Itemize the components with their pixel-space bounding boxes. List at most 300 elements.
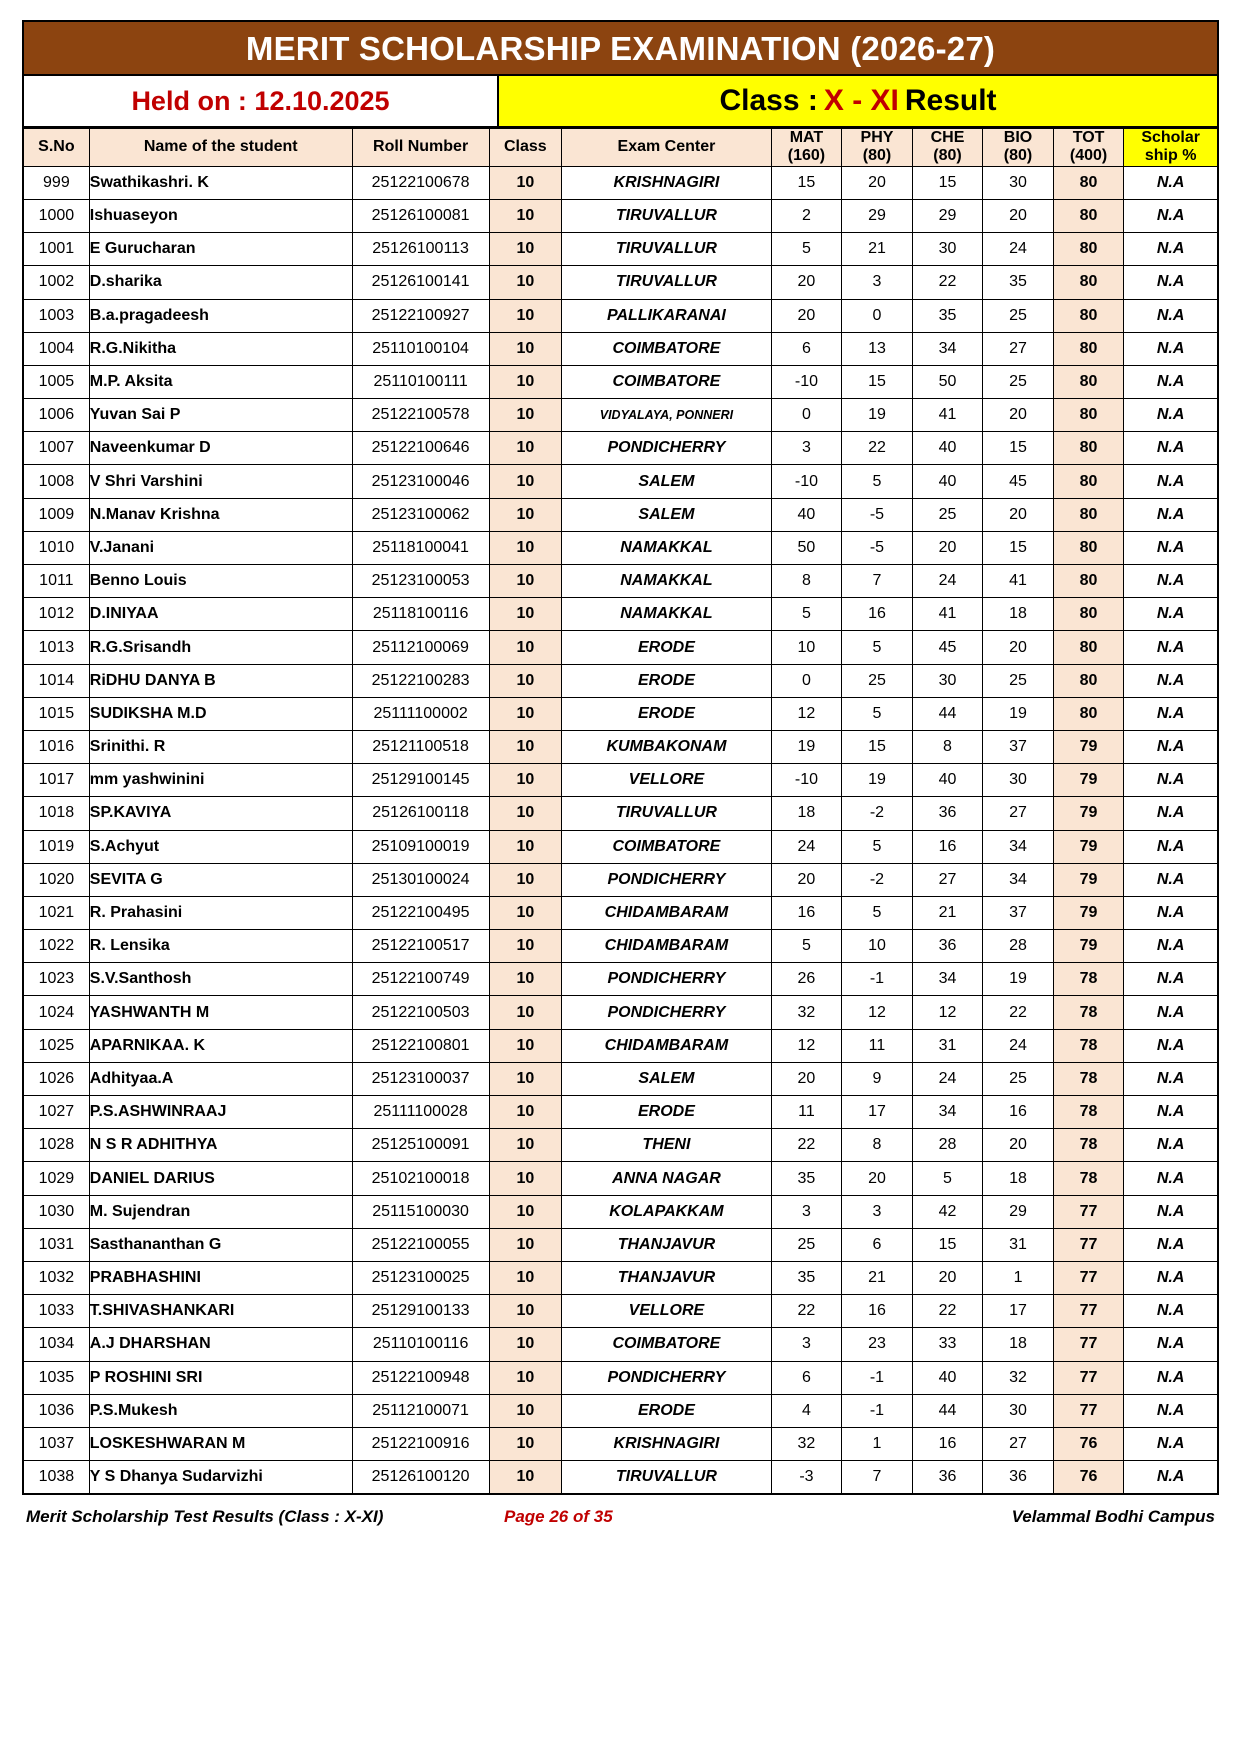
- cell-roll-number: 25122100948: [352, 1361, 489, 1394]
- cell-class: 10: [489, 930, 562, 963]
- cell-serial-number: 1025: [23, 1029, 89, 1062]
- cell-scholarship-percent: N.A: [1124, 199, 1218, 232]
- cell-exam-center: PALLIKARANAI: [562, 299, 771, 332]
- cell-che-score: 8: [912, 730, 983, 763]
- cell-bio-score: 19: [983, 963, 1054, 996]
- cell-scholarship-percent: N.A: [1124, 266, 1218, 299]
- cell-exam-center: THENI: [562, 1129, 771, 1162]
- cell-class: 10: [489, 1261, 562, 1294]
- cell-phy-score: 15: [842, 365, 913, 398]
- cell-student-name: Y S Dhanya Sudarvizhi: [89, 1461, 352, 1495]
- cell-scholarship-percent: N.A: [1124, 1162, 1218, 1195]
- cell-class: 10: [489, 1328, 562, 1361]
- cell-scholarship-percent: N.A: [1124, 1461, 1218, 1495]
- cell-che-score: 30: [912, 664, 983, 697]
- cell-bio-score: 15: [983, 432, 1054, 465]
- col-header-che: [912, 129, 983, 167]
- table-row: [23, 1361, 1218, 1394]
- cell-mat-score: 11: [771, 1096, 842, 1129]
- cell-phy-score: 17: [842, 1096, 913, 1129]
- cell-bio-score: 34: [983, 863, 1054, 896]
- cell-roll-number: 25102100018: [352, 1162, 489, 1195]
- cell-student-name: LOSKESHWARAN M: [89, 1427, 352, 1460]
- cell-che-score: 41: [912, 399, 983, 432]
- cell-roll-number: 25122100283: [352, 664, 489, 697]
- cell-student-name: V.Janani: [89, 531, 352, 564]
- cell-total-score: 79: [1053, 830, 1124, 863]
- cell-bio-score: 18: [983, 1162, 1054, 1195]
- cell-bio-score: 22: [983, 996, 1054, 1029]
- cell-scholarship-percent: N.A: [1124, 1129, 1218, 1162]
- cell-exam-center: SALEM: [562, 1062, 771, 1095]
- cell-total-score: 78: [1053, 1029, 1124, 1062]
- cell-mat-score: 20: [771, 863, 842, 896]
- cell-mat-score: 40: [771, 498, 842, 531]
- cell-student-name: Naveenkumar D: [89, 432, 352, 465]
- cell-total-score: 78: [1053, 1096, 1124, 1129]
- cell-class: 10: [489, 465, 562, 498]
- cell-exam-center: SALEM: [562, 465, 771, 498]
- cell-che-score: 5: [912, 1162, 983, 1195]
- cell-che-score: 44: [912, 697, 983, 730]
- cell-roll-number: 25122100495: [352, 896, 489, 929]
- cell-che-score: 41: [912, 598, 983, 631]
- cell-che-score: 31: [912, 1029, 983, 1062]
- cell-class: 10: [489, 399, 562, 432]
- col-header-phy: [842, 129, 913, 167]
- cell-student-name: Swathikashri. K: [89, 166, 352, 199]
- cell-mat-score: -10: [771, 465, 842, 498]
- cell-total-score: 78: [1053, 1062, 1124, 1095]
- cell-total-score: 80: [1053, 664, 1124, 697]
- cell-serial-number: 1028: [23, 1129, 89, 1162]
- cell-serial-number: 1034: [23, 1328, 89, 1361]
- table-row: [23, 1228, 1218, 1261]
- cell-mat-score: 8: [771, 565, 842, 598]
- cell-mat-score: 32: [771, 996, 842, 1029]
- col-header-phy-max: (80): [862, 147, 892, 165]
- cell-phy-score: -1: [842, 963, 913, 996]
- cell-serial-number: 1033: [23, 1295, 89, 1328]
- cell-scholarship-percent: N.A: [1124, 1228, 1218, 1261]
- cell-phy-score: 10: [842, 930, 913, 963]
- cell-serial-number: 1017: [23, 764, 89, 797]
- cell-student-name: T.SHIVASHANKARI: [89, 1295, 352, 1328]
- cell-mat-score: 3: [771, 432, 842, 465]
- cell-mat-score: 2: [771, 199, 842, 232]
- cell-class: 10: [489, 1162, 562, 1195]
- cell-mat-score: 26: [771, 963, 842, 996]
- cell-serial-number: 1011: [23, 565, 89, 598]
- cell-phy-score: -2: [842, 797, 913, 830]
- cell-student-name: N.Manav Krishna: [89, 498, 352, 531]
- cell-class: 10: [489, 432, 562, 465]
- cell-roll-number: 25122100646: [352, 432, 489, 465]
- cell-che-score: 15: [912, 1228, 983, 1261]
- cell-exam-center: THANJAVUR: [562, 1261, 771, 1294]
- table-row: [23, 664, 1218, 697]
- table-row: [23, 399, 1218, 432]
- table-row: [23, 896, 1218, 929]
- table-row: [23, 764, 1218, 797]
- cell-class: 10: [489, 199, 562, 232]
- cell-bio-score: 15: [983, 531, 1054, 564]
- cell-roll-number: 25122100578: [352, 399, 489, 432]
- cell-mat-score: 12: [771, 697, 842, 730]
- cell-serial-number: 1037: [23, 1427, 89, 1460]
- cell-exam-center: PONDICHERRY: [562, 432, 771, 465]
- cell-roll-number: 25112100071: [352, 1394, 489, 1427]
- cell-roll-number: 25122100503: [352, 996, 489, 1029]
- cell-mat-score: 35: [771, 1162, 842, 1195]
- cell-scholarship-percent: N.A: [1124, 299, 1218, 332]
- cell-phy-score: 3: [842, 1195, 913, 1228]
- cell-exam-center: NAMAKKAL: [562, 565, 771, 598]
- cell-serial-number: 1000: [23, 199, 89, 232]
- cell-class: 10: [489, 1062, 562, 1095]
- table-row: [23, 1195, 1218, 1228]
- cell-che-score: 35: [912, 299, 983, 332]
- cell-class: 10: [489, 963, 562, 996]
- cell-exam-center: KUMBAKONAM: [562, 730, 771, 763]
- cell-serial-number: 1023: [23, 963, 89, 996]
- cell-total-score: 80: [1053, 598, 1124, 631]
- cell-roll-number: 25121100518: [352, 730, 489, 763]
- cell-serial-number: 1031: [23, 1228, 89, 1261]
- cell-che-score: 34: [912, 963, 983, 996]
- cell-bio-score: 20: [983, 498, 1054, 531]
- table-row: [23, 266, 1218, 299]
- cell-scholarship-percent: N.A: [1124, 730, 1218, 763]
- col-header-name-label: Name of the student: [143, 138, 298, 156]
- exam-title-banner: [22, 20, 1219, 76]
- page-footer: [22, 1507, 1219, 1527]
- cell-total-score: 76: [1053, 1461, 1124, 1495]
- table-row: [23, 598, 1218, 631]
- cell-che-score: 44: [912, 1394, 983, 1427]
- cell-mat-score: 25: [771, 1228, 842, 1261]
- cell-student-name: Yuvan Sai P: [89, 399, 352, 432]
- cell-serial-number: 1016: [23, 730, 89, 763]
- cell-mat-score: 32: [771, 1427, 842, 1460]
- cell-che-score: 24: [912, 565, 983, 598]
- cell-serial-number: 1026: [23, 1062, 89, 1095]
- cell-class: 10: [489, 565, 562, 598]
- footer-page-number: Page 26 of 35: [504, 1507, 613, 1527]
- table-row: [23, 299, 1218, 332]
- cell-phy-score: 12: [842, 996, 913, 1029]
- col-header-class: [489, 129, 562, 167]
- cell-scholarship-percent: N.A: [1124, 531, 1218, 564]
- cell-total-score: 79: [1053, 797, 1124, 830]
- cell-roll-number: 25125100091: [352, 1129, 489, 1162]
- cell-serial-number: 1003: [23, 299, 89, 332]
- cell-serial-number: 1012: [23, 598, 89, 631]
- cell-exam-center: COIMBATORE: [562, 365, 771, 398]
- cell-class: 10: [489, 332, 562, 365]
- col-header-scholarship: [1124, 129, 1218, 167]
- cell-total-score: 80: [1053, 631, 1124, 664]
- cell-phy-score: 9: [842, 1062, 913, 1095]
- cell-student-name: SP.KAVIYA: [89, 797, 352, 830]
- table-row: [23, 1261, 1218, 1294]
- cell-total-score: 77: [1053, 1195, 1124, 1228]
- table-row: [23, 1427, 1218, 1460]
- cell-class: 10: [489, 166, 562, 199]
- cell-total-score: 80: [1053, 199, 1124, 232]
- cell-bio-score: 18: [983, 598, 1054, 631]
- cell-exam-center: TIRUVALLUR: [562, 233, 771, 266]
- cell-roll-number: 25126100113: [352, 233, 489, 266]
- cell-serial-number: 999: [23, 166, 89, 199]
- cell-serial-number: 1024: [23, 996, 89, 1029]
- cell-che-score: 45: [912, 631, 983, 664]
- cell-scholarship-percent: N.A: [1124, 1261, 1218, 1294]
- cell-che-score: 27: [912, 863, 983, 896]
- cell-bio-score: 24: [983, 1029, 1054, 1062]
- col-header-roll-label: Roll Number: [373, 138, 469, 156]
- cell-exam-center: COIMBATORE: [562, 332, 771, 365]
- cell-serial-number: 1013: [23, 631, 89, 664]
- cell-serial-number: 1030: [23, 1195, 89, 1228]
- cell-phy-score: -2: [842, 863, 913, 896]
- table-row: [23, 465, 1218, 498]
- cell-class: 10: [489, 797, 562, 830]
- cell-bio-score: 18: [983, 1328, 1054, 1361]
- col-header-che-label: CHE: [930, 129, 965, 146]
- cell-exam-center: KOLAPAKKAM: [562, 1195, 771, 1228]
- cell-scholarship-percent: N.A: [1124, 399, 1218, 432]
- cell-exam-center: CHIDAMBARAM: [562, 1029, 771, 1062]
- cell-serial-number: 1010: [23, 531, 89, 564]
- table-row: [23, 863, 1218, 896]
- cell-bio-score: 35: [983, 266, 1054, 299]
- cell-class: 10: [489, 1295, 562, 1328]
- cell-che-score: 29: [912, 199, 983, 232]
- table-row: [23, 1029, 1218, 1062]
- cell-scholarship-percent: N.A: [1124, 1295, 1218, 1328]
- cell-student-name: Adhityaa.A: [89, 1062, 352, 1095]
- col-header-mat-label: MAT: [789, 129, 824, 146]
- col-header-bio-max: (80): [1003, 147, 1033, 165]
- cell-total-score: 80: [1053, 332, 1124, 365]
- cell-roll-number: 25110100104: [352, 332, 489, 365]
- cell-bio-score: 30: [983, 1394, 1054, 1427]
- col-header-bio: [983, 129, 1054, 167]
- cell-roll-number: 25118100041: [352, 531, 489, 564]
- cell-serial-number: 1038: [23, 1461, 89, 1495]
- cell-roll-number: 25122100055: [352, 1228, 489, 1261]
- cell-mat-score: 6: [771, 332, 842, 365]
- cell-mat-score: 0: [771, 664, 842, 697]
- cell-mat-score: 20: [771, 299, 842, 332]
- cell-mat-score: 6: [771, 1361, 842, 1394]
- cell-mat-score: 50: [771, 531, 842, 564]
- cell-scholarship-percent: N.A: [1124, 1096, 1218, 1129]
- cell-mat-score: 5: [771, 930, 842, 963]
- table-row: [23, 730, 1218, 763]
- cell-total-score: 76: [1053, 1427, 1124, 1460]
- cell-phy-score: 19: [842, 764, 913, 797]
- cell-phy-score: -5: [842, 498, 913, 531]
- cell-phy-score: 15: [842, 730, 913, 763]
- cell-student-name: DANIEL DARIUS: [89, 1162, 352, 1195]
- cell-serial-number: 1007: [23, 432, 89, 465]
- cell-bio-score: 17: [983, 1295, 1054, 1328]
- cell-total-score: 78: [1053, 1129, 1124, 1162]
- cell-serial-number: 1008: [23, 465, 89, 498]
- cell-serial-number: 1006: [23, 399, 89, 432]
- cell-total-score: 80: [1053, 399, 1124, 432]
- cell-student-name: M. Sujendran: [89, 1195, 352, 1228]
- cell-serial-number: 1029: [23, 1162, 89, 1195]
- cell-total-score: 77: [1053, 1295, 1124, 1328]
- cell-roll-number: 25111100002: [352, 697, 489, 730]
- cell-roll-number: 25123100053: [352, 565, 489, 598]
- cell-roll-number: 25111100028: [352, 1096, 489, 1129]
- cell-roll-number: 25122100749: [352, 963, 489, 996]
- cell-class: 10: [489, 299, 562, 332]
- table-row: [23, 1129, 1218, 1162]
- cell-scholarship-percent: N.A: [1124, 863, 1218, 896]
- table-row: [23, 531, 1218, 564]
- cell-student-name: R. Prahasini: [89, 896, 352, 929]
- cell-bio-score: 20: [983, 631, 1054, 664]
- cell-roll-number: 25122100927: [352, 299, 489, 332]
- cell-exam-center: PONDICHERRY: [562, 1361, 771, 1394]
- cell-che-score: 21: [912, 896, 983, 929]
- cell-che-score: 30: [912, 233, 983, 266]
- cell-total-score: 78: [1053, 996, 1124, 1029]
- cell-phy-score: 5: [842, 697, 913, 730]
- cell-student-name: N S R ADHITHYA: [89, 1129, 352, 1162]
- cell-student-name: Benno Louis: [89, 565, 352, 598]
- cell-roll-number: 25115100030: [352, 1195, 489, 1228]
- cell-roll-number: 25123100062: [352, 498, 489, 531]
- cell-roll-number: 25126100118: [352, 797, 489, 830]
- cell-serial-number: 1004: [23, 332, 89, 365]
- cell-phy-score: 22: [842, 432, 913, 465]
- cell-phy-score: 6: [842, 1228, 913, 1261]
- cell-serial-number: 1009: [23, 498, 89, 531]
- cell-serial-number: 1005: [23, 365, 89, 398]
- col-header-mat: [771, 129, 842, 167]
- cell-phy-score: 16: [842, 1295, 913, 1328]
- cell-bio-score: 27: [983, 797, 1054, 830]
- cell-bio-score: 1: [983, 1261, 1054, 1294]
- cell-scholarship-percent: N.A: [1124, 1394, 1218, 1427]
- cell-roll-number: 25122100678: [352, 166, 489, 199]
- cell-bio-score: 31: [983, 1228, 1054, 1261]
- table-row: [23, 1062, 1218, 1095]
- cell-exam-center: ANNA NAGAR: [562, 1162, 771, 1195]
- cell-class: 10: [489, 631, 562, 664]
- cell-bio-score: 25: [983, 664, 1054, 697]
- cell-che-score: 33: [912, 1328, 983, 1361]
- cell-exam-center: VIDYALAYA, PONNERI: [562, 399, 771, 432]
- cell-total-score: 80: [1053, 432, 1124, 465]
- cell-bio-score: 24: [983, 233, 1054, 266]
- cell-class: 10: [489, 1427, 562, 1460]
- cell-mat-score: 24: [771, 830, 842, 863]
- cell-bio-score: 29: [983, 1195, 1054, 1228]
- cell-roll-number: 25129100133: [352, 1295, 489, 1328]
- cell-serial-number: 1035: [23, 1361, 89, 1394]
- cell-che-score: 36: [912, 797, 983, 830]
- cell-exam-center: PONDICHERRY: [562, 863, 771, 896]
- cell-phy-score: 0: [842, 299, 913, 332]
- cell-che-score: 20: [912, 1261, 983, 1294]
- cell-roll-number: 25126100141: [352, 266, 489, 299]
- col-header-sno-label: S.No: [38, 138, 75, 156]
- cell-total-score: 80: [1053, 365, 1124, 398]
- cell-bio-score: 45: [983, 465, 1054, 498]
- cell-phy-score: -1: [842, 1394, 913, 1427]
- cell-total-score: 80: [1053, 697, 1124, 730]
- cell-serial-number: 1019: [23, 830, 89, 863]
- col-header-scholarship-sub: ship %: [1144, 147, 1197, 165]
- col-header-tot-max: (400): [1069, 147, 1108, 165]
- cell-class: 10: [489, 1029, 562, 1062]
- class-label: Class :: [719, 84, 818, 117]
- cell-scholarship-percent: N.A: [1124, 963, 1218, 996]
- cell-phy-score: -1: [842, 1361, 913, 1394]
- cell-student-name: A.J DHARSHAN: [89, 1328, 352, 1361]
- cell-total-score: 79: [1053, 764, 1124, 797]
- cell-student-name: S.Achyut: [89, 830, 352, 863]
- cell-total-score: 80: [1053, 166, 1124, 199]
- cell-mat-score: -3: [771, 1461, 842, 1495]
- cell-scholarship-percent: N.A: [1124, 598, 1218, 631]
- cell-exam-center: COIMBATORE: [562, 830, 771, 863]
- col-header-tot-label: TOT: [1072, 129, 1105, 146]
- table-row: [23, 199, 1218, 232]
- cell-total-score: 80: [1053, 299, 1124, 332]
- cell-che-score: 40: [912, 1361, 983, 1394]
- result-label: Result: [904, 84, 997, 117]
- cell-class: 10: [489, 896, 562, 929]
- cell-exam-center: COIMBATORE: [562, 1328, 771, 1361]
- cell-scholarship-percent: N.A: [1124, 631, 1218, 664]
- cell-mat-score: -10: [771, 764, 842, 797]
- cell-exam-center: TIRUVALLUR: [562, 797, 771, 830]
- cell-scholarship-percent: N.A: [1124, 764, 1218, 797]
- cell-serial-number: 1022: [23, 930, 89, 963]
- cell-roll-number: 25122100801: [352, 1029, 489, 1062]
- cell-student-name: YASHWANTH M: [89, 996, 352, 1029]
- cell-mat-score: 12: [771, 1029, 842, 1062]
- cell-class: 10: [489, 266, 562, 299]
- table-row: [23, 830, 1218, 863]
- cell-bio-score: 27: [983, 1427, 1054, 1460]
- cell-total-score: 77: [1053, 1328, 1124, 1361]
- cell-student-name: P.S.Mukesh: [89, 1394, 352, 1427]
- cell-phy-score: 7: [842, 565, 913, 598]
- cell-che-score: 42: [912, 1195, 983, 1228]
- cell-scholarship-percent: N.A: [1124, 565, 1218, 598]
- cell-bio-score: 34: [983, 830, 1054, 863]
- cell-exam-center: ERODE: [562, 697, 771, 730]
- cell-che-score: 22: [912, 266, 983, 299]
- cell-bio-score: 20: [983, 199, 1054, 232]
- cell-bio-score: 25: [983, 365, 1054, 398]
- cell-mat-score: 22: [771, 1129, 842, 1162]
- cell-class: 10: [489, 365, 562, 398]
- cell-exam-center: PONDICHERRY: [562, 963, 771, 996]
- cell-total-score: 80: [1053, 465, 1124, 498]
- table-row: [23, 1162, 1218, 1195]
- cell-student-name: M.P. Aksita: [89, 365, 352, 398]
